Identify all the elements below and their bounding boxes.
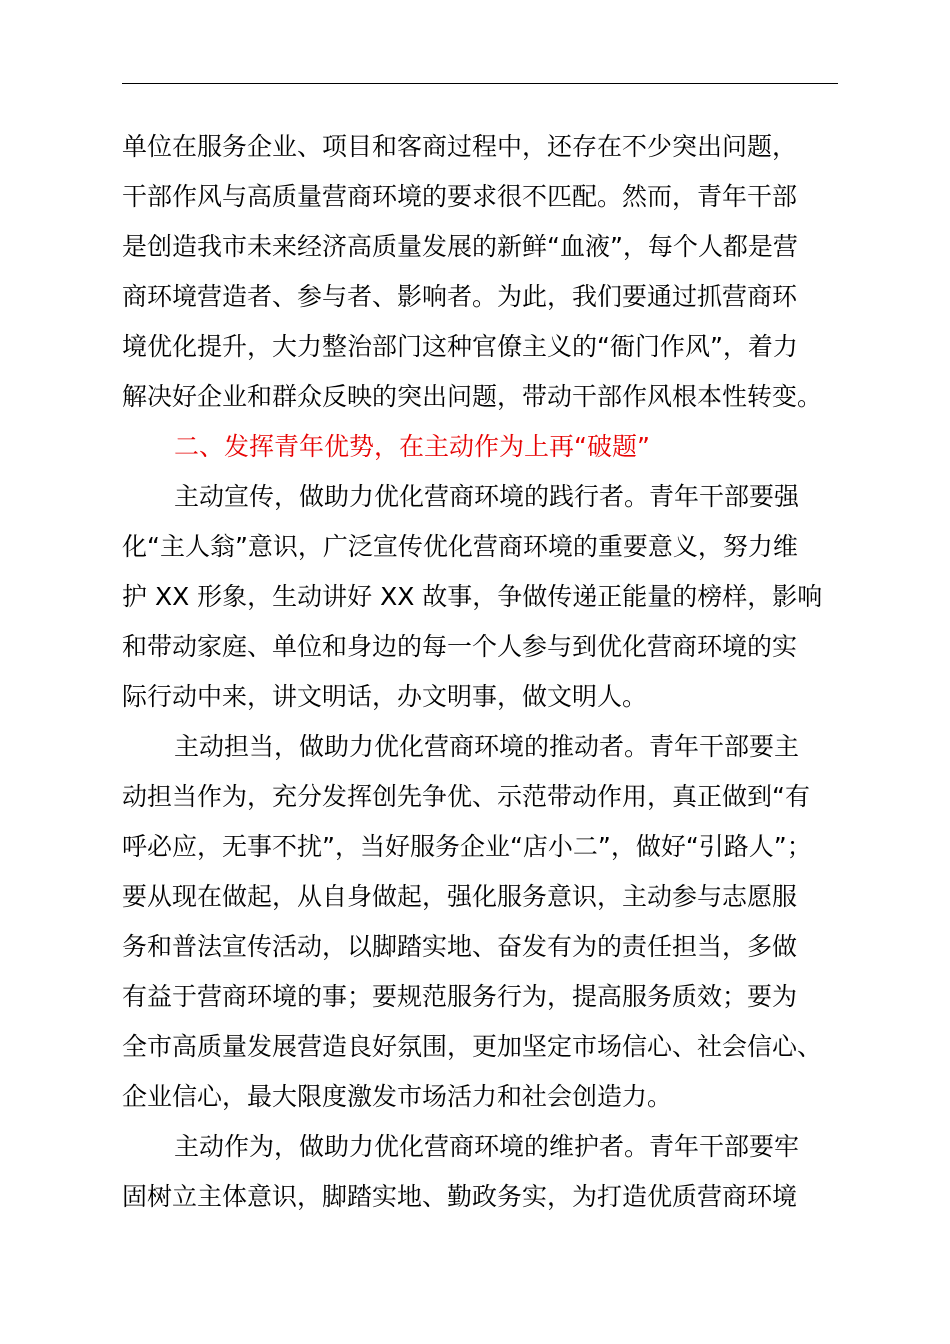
document-body (122, 122, 862, 1222)
section-heading: 二、发挥青年优势，在主动作为上再“破题” (174, 432, 650, 461)
paragraph-line: 动担当作为，充分发挥创先争优、示范带动作用，真正做到“有 (122, 782, 810, 811)
paragraph-line: 务和普法宣传活动，以脚踏实地、奋发有为的责任担当，多做 (122, 932, 798, 961)
paragraph-line: 主动作为，做助力优化营商环境的维护者。青年干部要牢 (174, 1132, 800, 1161)
paragraph-line: 主动宣传，做助力优化营商环境的践行者。青年干部要强 (174, 482, 800, 511)
paragraph-line: 境优化提升，大力整治部门这种官僚主义的“衙门作风”，着力 (122, 332, 798, 361)
paragraph-line: 商环境营造者、参与者、影响者。为此，我们要通过抓营商环 (122, 282, 798, 311)
paragraph-line: 主动担当，做助力优化营商环境的推动者。青年干部要主 (174, 732, 800, 761)
paragraph-line: 单位在服务企业、项目和客商过程中，还存在不少突出问题， (122, 132, 798, 161)
paragraph-line: 呼必应，无事不扰”，当好服务企业“店小二”，做好“引路人”； (122, 832, 812, 861)
paragraph-line: 有益于营商环境的事；要规范服务行为，提高服务质效；要为 (122, 982, 798, 1011)
paragraph-line: 要从现在做起，从自身做起，强化服务意识，主动参与志愿服 (122, 882, 798, 911)
header-rule (122, 83, 838, 84)
paragraph-line: 企业信心，最大限度激发市场活力和社会创造力。 (122, 1082, 673, 1111)
paragraph-line: 和带动家庭、单位和身边的每一个人参与到优化营商环境的实 (122, 632, 798, 661)
paragraph-line: 化“主人翁”意识，广泛宣传优化营商环境的重要意义，努力维 (122, 532, 798, 561)
paragraph-line: 全市高质量发展营造良好氛围，更加坚定市场信心、社会信心、 (122, 1032, 823, 1061)
paragraph-line: 护 XX 形象，生动讲好 XX 故事，争做传递正能量的榜样，影响 (122, 582, 823, 611)
paragraph-line: 解决好企业和群众反映的突出问题，带动干部作风根本性转变。 (122, 382, 823, 411)
paragraph-line: 是创造我市未来经济高质量发展的新鲜“血液”，每个人都是营 (122, 232, 798, 261)
paragraph-line: 际行动中来，讲文明话，办文明事，做文明人。 (122, 682, 648, 711)
paragraph-line: 固树立主体意识，脚踏实地、勤政务实，为打造优质营商环境 (122, 1182, 798, 1211)
paragraph-line: 干部作风与高质量营商环境的要求很不匹配。然而，青年干部 (122, 182, 798, 211)
